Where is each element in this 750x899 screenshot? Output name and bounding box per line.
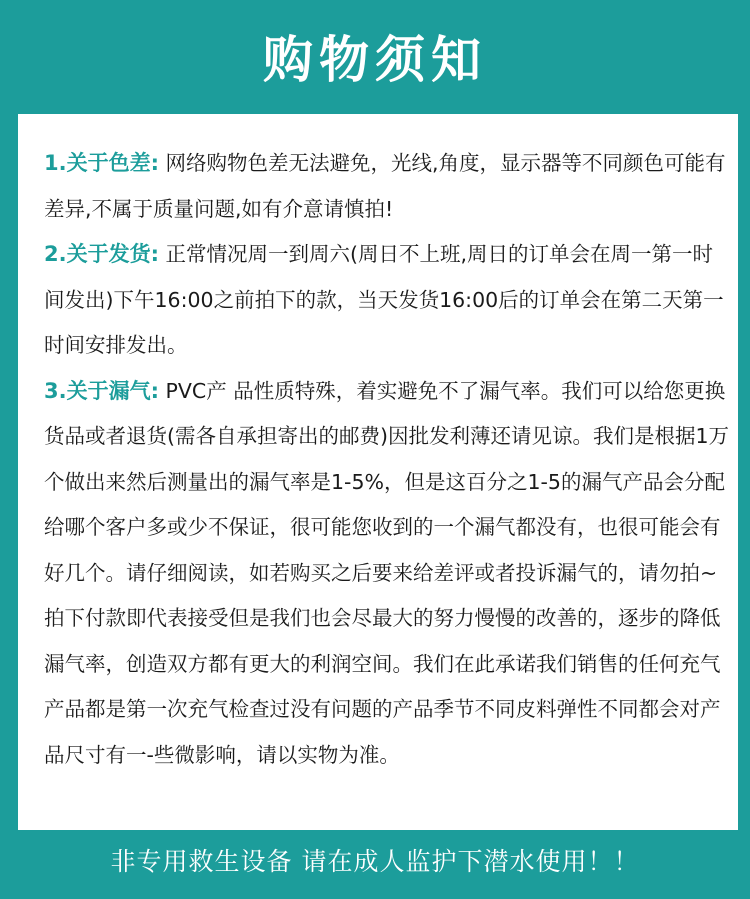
- section-text: PVC产 品性质特殊，着实避免不了漏气率。我们可以给您更换货品或者退货(需各自承担寄出的邮费)因批发利薄还请见谅。我们是根据1万个做出来然后测量出的漏气率是1-5%，但是这百分之1-5的漏气产品会分配给哪个客户多或少不保证，很可能您收到的一个漏气都没有，也很可能会有好几个。请仔细阅读，如若购买之后要来给差评或者投诉漏气的，请勿拍~拍下付款即代表接受但是我们也会尽最大的努力慢慢的改善的，逐步的降低漏气率，创造双方都有更大的利润空间。我们在此承诺我们销售的任何充气产品都是第一次充气检查过没有问题的产品季节不同皮料弹性不同都会对产品尺寸有一-些微影响，请以实物为准。: [44, 378, 730, 767]
- section-text: 正常情况周一到周六(周日不上班,周日的订单会在周一第一时间发出)下午16:00之前拍下的款，当天发货16:00后的订单会在第二天第一时间安排发出。: [44, 242, 724, 357]
- section-heading: 3.关于漏气:: [44, 378, 159, 403]
- page-title: 购物须知: [263, 31, 487, 89]
- section-heading: 1.关于色差:: [44, 151, 159, 175]
- notice-content: [32, 141, 732, 778]
- section-shipping: [32, 232, 732, 369]
- notice-panel: [18, 114, 738, 830]
- section-heading: 2.关于发货:: [44, 242, 159, 266]
- section-color-difference: [32, 141, 732, 232]
- section-air-leak: [32, 369, 732, 779]
- safety-warning: 非专用救生设备 请在成人监护下潜水使用！！: [110, 847, 640, 876]
- section-text: 网络购物色差无法避免，光线,角度，显示器等不同颜色可能有差异,不属于质量问题,如有介意请慎拍!: [44, 151, 726, 221]
